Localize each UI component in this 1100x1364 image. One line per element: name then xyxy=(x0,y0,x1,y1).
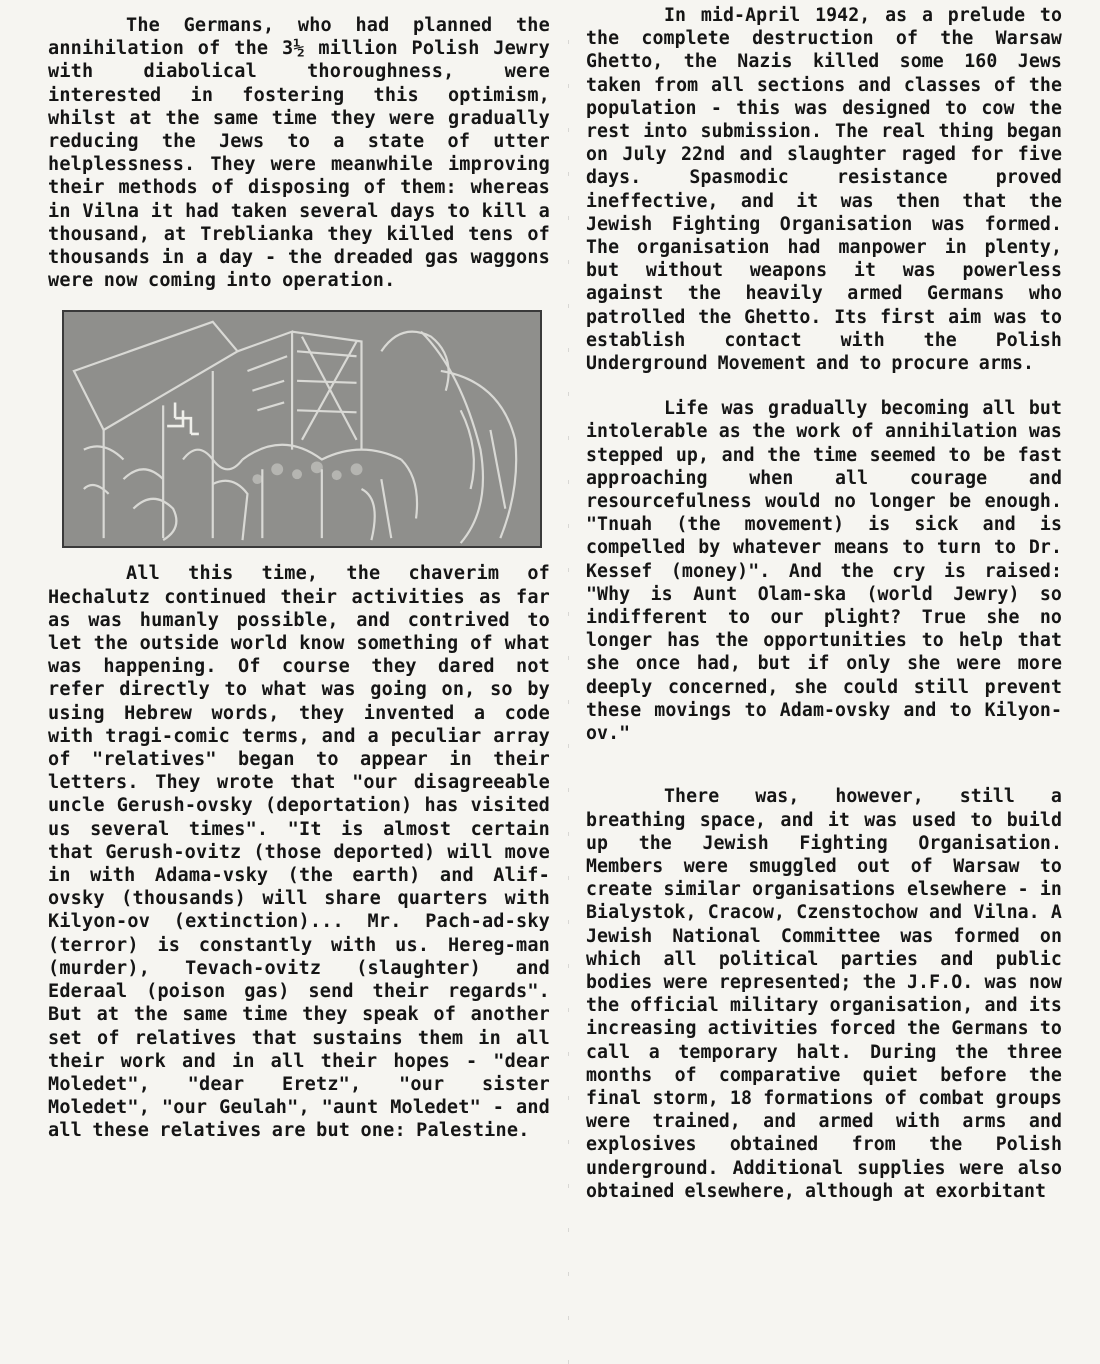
right-paragraph-2: Life was gradually becoming all but intolerable as the work of annihilation was stepped up, and the time seemed to be fast approaching when all courage and resourcefulness would no longer be enough. "Tnuah (the movement) is sick and is compelled by whatever means to turn to Dr. Kessef (money)". And the cry is raised: "Why is Aunt Olam-ska (world Jewry) so indifferent to our plight? True she no longer has the opportunities to help that she once had, but if only she were more deeply concerned, she could still prevent these movings to Adam-ovsky and to Kilyon-ov." xyxy=(586,398,1062,745)
paragraph-spacer xyxy=(586,375,1062,397)
right-paragraph-3: There was, however, still a breathing space, and it was used to build up the Jewish Fighting Organisation. Members were smuggled out of Warsaw to create similar organisations elsewhere - in Bialystok, Cracow, Czenstochow and Vilna. A Jewish National Committee was formed on which all political parties and public bodies were represented; the J.F.O. was now the official military organisation, and its increasing activities forced the Germans to call a temporary halt. During the three months of comparative quiet before the final storm, 18 formations of combat groups were trained, and armed with arms and explosives obtained from the Polish underground. Additional supplies were also obtained elsewhere, although at exorbitant xyxy=(586,786,1062,1202)
left-column xyxy=(48,14,550,1143)
left-paragraph-1: The Germans, who had planned the annihilation of the 3½ million Polish Jewry with diabolical thoroughness, were interested in fostering this optimism, whilst at the same time they were gradually reducing the Jews to a state of utter helplessness. They were meanwhile improving their methods of disposing of them: whereas in Vilna it had taken several days to kill a thousand, at Treblianka they killed tens of thousands in a day - the dreaded gas waggons were now coming into operation. xyxy=(48,15,550,292)
paragraph-spacer xyxy=(586,745,1062,785)
left-paragraph-2: All this time, the chaverim of Hechalutz continued their activities as far as was humanly possible, and contrived to let the outside world know something of what was happening. Of course they dared not refer directly to what was going on, so by using Hebrew words, they invented a code with tragi-comic terms, and a peculiar array of "relatives" began to appear in their letters. They wrote that "our disagreeable uncle Gerush-ovsky (deportation) has visited us several times". "It is almost certain that Gerush-ovitz (those deported) will move in with Adama-vsky (the earth) and Alif-ovsky (thousands) will share quarters with Kilyon-ov (extinction)... Mr. Pach-ad-sky (terror) is constantly with us. Hereg-man (murder), Tevach-ovitz (slaughter) and Ederaal (poison gas) send their regards". But at the same time they speak of another set of relatives that sustains them in all their work and in all their hopes - "dear Moledet", "dear Eretz", "our sister Moledet", "our Geulah", "aunt Moledet" - and all these relatives are but one: Palestine. xyxy=(48,563,550,1142)
page-fold-shadow xyxy=(568,0,569,1364)
right-column xyxy=(586,4,1062,1203)
right-paragraph-1: In mid-April 1942, as a prelude to the complete destruction of the Warsaw Ghetto, the Nazis killed some 160 Jews taken from all sections and classes of the population - this was designed to cow the rest into submission. The real thing began on July 22nd and slaughter raged for five days. Spasmodic resistance proved ineffective, and it was then that the Jewish Fighting Organisation was formed. The organisation had manpower in plenty, but without weapons it was powerless against the heavily armed Germans who patrolled the Ghetto. Its first aim was to establish contact with the Polish Underground Movement and to procure arms. xyxy=(586,5,1062,375)
ghetto-illustration xyxy=(62,310,542,548)
